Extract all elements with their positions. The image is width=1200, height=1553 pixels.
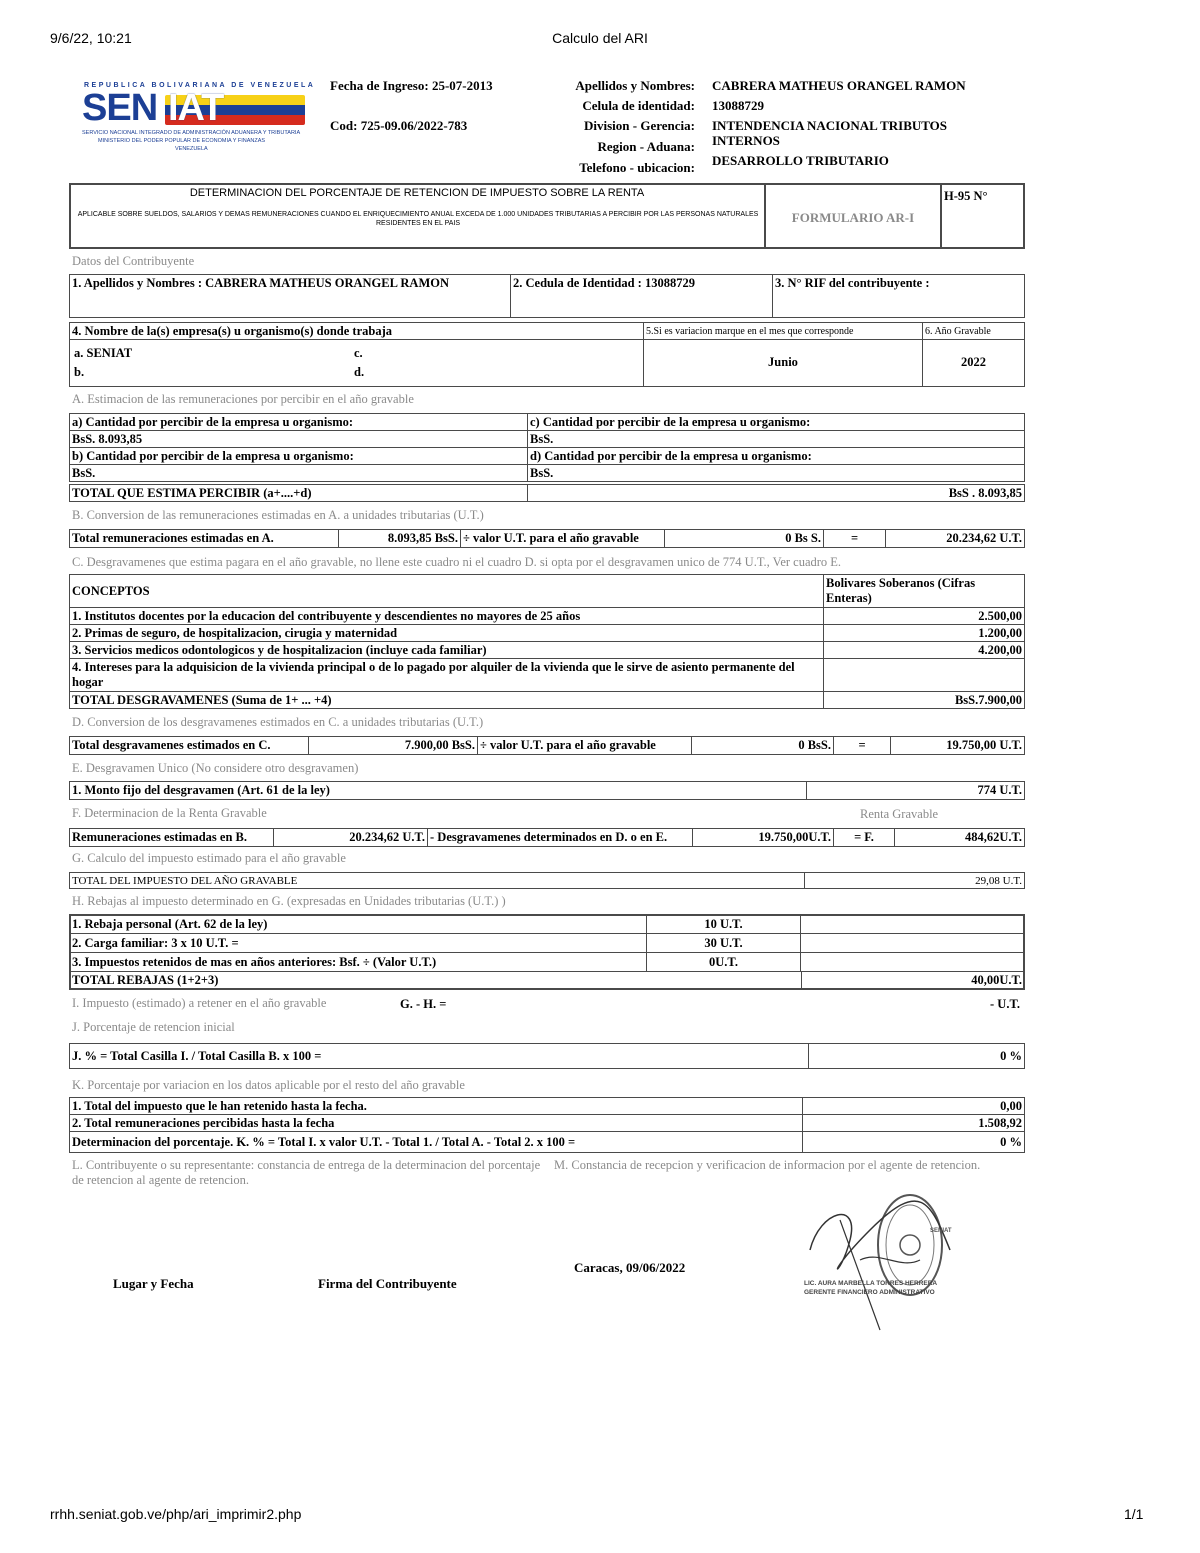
section-f: F. Determinacion de la Renta Gravable [72,806,267,820]
section-e: E. Desgravamen Unico (No considere otro desgravamen) [72,761,359,775]
total-percibir-value: BsS . 8.093,85 [527,484,1025,502]
lugar-fecha: Lugar y Fecha [113,1276,194,1291]
a-value: BsS. 8.093,85 [69,430,528,448]
section-c: C. Desgravamenes que estima pagara en el año gravable, no llene este cuadro ni el cuadro D. si opta por el desgravamen unico de 774 U.T., Ver cuadro E. [72,555,842,569]
concepto-2-value: 1.200,00 [823,624,1025,642]
seniat-logo [80,82,315,157]
total-desgravamenes-label: TOTAL DESGRAVAMENES (Suma de 1+ ... +4) [69,691,824,709]
mes-variacion: Junio [643,339,923,387]
section-g: G. Calculo del impuesto estimado para el año gravable [72,851,346,865]
c-value: BsS. [527,430,1025,448]
h95-number: H-95 N° [944,189,988,203]
g-label: TOTAL DEL IMPUESTO DEL AÑO GRAVABLE [69,872,805,889]
sign-title: GERENTE FINANCIERO ADMINISTRATIVO [804,1289,935,1296]
signature-seal [790,1190,970,1340]
g-value: 29,08 U.T. [804,872,1025,889]
d-label: d) Cantidad por percibir de la empresa u organismo: [527,447,1025,465]
value-nombres: CABRERA MATHEUS ORANGEL RAMON [712,78,966,93]
m-constancia: M. Constancia de recepcion y verificacion de informacion por el agente de retencion. [554,1158,981,1172]
section-i: I. Impuesto (estimado) a retener en el año gravable [72,996,327,1010]
k-3-value: 0 % [802,1131,1025,1153]
print-title: Calculo del ARI [552,30,648,46]
section-datos: Datos del Contribuyente [72,254,195,268]
label-division: Division - Gerencia: [584,118,695,133]
b-label: b) Cantidad por percibir de la empresa u organismo: [69,447,528,465]
firma-contribuyente: Firma del Contribuyente [318,1276,457,1291]
section-a: A. Estimacion de las remuneraciones por percibir en el año gravable [72,392,414,406]
renta-gravable-label: Renta Gravable [860,807,939,821]
anio-gravable: 2022 [922,339,1025,387]
b-conv-value: 8.093,85 BsS. [338,529,461,548]
rebaja-2-extra [800,933,1025,953]
logo-brand-left: SEN [82,87,158,129]
total-percibir-label: TOTAL QUE ESTIMA PERCIBIR (a+....+d) [69,484,528,502]
form-title: DETERMINACION DEL PORCENTAJE DE RETENCION DE IMPUESTO SOBRE LA RENTA [189,187,645,199]
b-conv-result: 20.234,62 U.T. [885,529,1025,548]
section-j: J. Porcentaje de retencion inicial [72,1020,235,1034]
conceptos-header: CONCEPTOS [69,574,824,608]
concepto-3: 3. Servicios medicos odontologicos y de hospitalizacion (incluye cada familiar) [69,641,824,659]
rebaja-3: 3. Impuestos retenidos de mas en años anteriores: Bsf. ÷ (Valor U.T.) [69,952,647,972]
seal-text: SENIAT [930,1228,952,1234]
bolivares-header: Bolivares Soberanos (Cifras Enteras) [823,574,1025,608]
form-subtitle: APLICABLE SOBRE SUELDOS, SALARIOS Y DEMAS REMUNERACIONES CUANDO EL ENRIQUECIMIENTO ANUAL EXCEDA DE 1.000 UNIDADES TRIBUTARIAS A PERCIBIR POR LAS PERSONAS NATURALES RESIDENTES EN EL PAIS [77,211,759,227]
rebaja-2: 2. Carga familiar: 3 x 10 U.T. = [69,933,647,953]
rebaja-1-extra [800,914,1025,934]
f-value-2: 19.750,00U.T. [692,828,834,847]
caracas-fecha: Caracas, 09/06/2022 [574,1260,686,1275]
k-2: 2. Total remuneraciones percibidas hasta la fecha [69,1114,803,1132]
d-conv-result: 19.750,00 U.T. [890,736,1025,755]
logo-subline-2: MINISTERIO DEL PODER POPULAR DE ECONOMIA Y FINANZAS [98,138,266,144]
logo-brand-right: IAT [168,87,224,129]
signature-icon [790,1190,970,1340]
empresa-a: a. SENIAT [74,346,133,360]
value-division-1: INTENDENCIA NACIONAL TRIBUTOS [712,118,948,133]
concepto-4-value [823,658,1025,692]
f-value: 20.234,62 U.T. [273,828,428,847]
k-3: Determinacion del porcentaje. K. % = Total I. x valor U.T. - Total 1. / Total A. - Total 2. x 100 = [69,1131,803,1153]
b-conv-label: Total remuneraciones estimadas en A. [69,529,339,548]
desgravamen-unico-label: 1. Monto fijo del desgravamen (Art. 61 de la ley) [69,781,807,800]
print-page: 1/1 [1124,1506,1144,1522]
value-region: DESARROLLO TRIBUTARIO [712,153,889,168]
section-b: B. Conversion de las remuneraciones estimadas en A. a unidades tributarias (U.T.) [72,508,484,522]
label-nombres: Apellidos y Nombres: [575,78,695,93]
d-conv-ut: 0 BsS. [691,736,834,755]
a-label: a) Cantidad por percibir de la empresa u organismo: [69,413,528,431]
f-eq: = F. [833,828,895,847]
j-value: 0 % [808,1043,1025,1069]
l-constancia: L. Contribuyente o su representante: constancia de entrega de la determinacion del porcentaje de retencion al agente de retencion. [72,1158,541,1187]
print-datetime: 9/6/22, 10:21 [50,30,132,46]
total-rebajas-value: 40,00U.T. [801,971,1025,990]
section-k: K. Porcentaje por variacion en los datos aplicable por el resto del año gravable [72,1078,465,1092]
k-1: 1. Total del impuesto que le han retenido hasta la fecha. [69,1097,803,1115]
f-op: - Desgravamenes determinados en D. o en E. [427,828,693,847]
i-value: - U.T. [990,997,1020,1011]
rebaja-3-extra [800,952,1025,972]
total-desgravamenes-value: BsS.7.900,00 [823,691,1025,709]
field-cedula: 2. Cedula de Identidad : 13088729 [510,274,773,318]
empresa-d: d. [354,365,365,379]
j-label: J. % = Total Casilla I. / Total Casilla B. x 100 = [69,1043,809,1069]
field-nombres: 1. Apellidos y Nombres : CABRERA MATHEUS ORANGEL RAMON [69,274,511,318]
b-conv-op: ÷ valor U.T. para el año gravable [460,529,665,548]
concepto-4: 4. Intereses para la adquisicion de la vivienda principal o de lo pagado por alquiler de la vivienda que le sirve de asiento permanente del hogar [69,658,824,692]
total-rebajas-label: TOTAL REBAJAS (1+2+3) [69,971,802,990]
k-2-value: 1.508,92 [802,1114,1025,1132]
b-value: BsS. [69,464,528,482]
field-variacion-label: 5.Si es variacion marque en el mes que corresponde [643,322,923,340]
d-conv-eq: = [833,736,891,755]
fecha-ingreso: Fecha de Ingreso: 25-07-2013 [330,78,493,93]
section-d: D. Conversion de los desgravamenes estimados en C. a unidades tributarias (U.T.) [72,715,484,729]
sign-name: LIC. AURA MARBELLA TORRES HERRERA [804,1280,938,1287]
rebaja-3-value: 0U.T. [646,952,801,972]
section-h: H. Rebajas al impuesto determinado en G. (expresadas en Unidades tributarias (U.T.) ) [72,894,506,908]
d-conv-op: ÷ valor U.T. para el año gravable [477,736,692,755]
label-cedula: Celula de identidad: [582,98,695,113]
i-formula: G. - H. = [400,997,447,1011]
value-cedula: 13088729 [712,98,764,113]
k-1-value: 0,00 [802,1097,1025,1115]
c-label: c) Cantidad por percibir de la empresa u organismo: [527,413,1025,431]
cod: Cod: 725-09.06/2022-783 [330,118,468,133]
concepto-2: 2. Primas de seguro, de hospitalizacion, cirugia y maternidad [69,624,824,642]
field-empresas-label: 4. Nombre de la(s) empresa(s) u organismo(s) donde trabaja [69,322,644,340]
label-region: Region - Aduana: [597,139,695,154]
value-division-2: INTERNOS [712,133,780,148]
logo-republic: REPUBLICA BOLIVARIANA DE VENEZUELA [84,82,316,89]
label-telefono: Telefono - ubicacion: [579,160,695,175]
b-conv-eq: = [823,529,886,548]
d-value: BsS. [527,464,1025,482]
logo-subline-3: VENEZUELA [175,146,208,152]
d-conv-value: 7.900,00 BsS. [308,736,478,755]
field-anio-label: 6. Año Gravable [922,322,1025,340]
logo-subline-1: SERVICIO NACIONAL INTEGRADO DE ADMINISTRACIÓN ADUANERA Y TRIBUTARIA [82,130,301,136]
f-label: Remuneraciones estimadas en B. [69,828,274,847]
b-conv-ut: 0 Bs S. [664,529,824,548]
concepto-3-value: 4.200,00 [823,641,1025,659]
concepto-1: 1. Institutos docentes por la educacion del contribuyente y descendientes no mayores de 25 años [69,607,824,625]
f-result: 484,62U.T. [894,828,1025,847]
field-rif: 3. N° RIF del contribuyente : [772,274,1025,318]
d-conv-label: Total desgravamenes estimados en C. [69,736,309,755]
form-name: FORMULARIO AR-I [791,210,915,225]
rebaja-2-value: 30 U.T. [646,933,801,953]
rebaja-1: 1. Rebaja personal (Art. 62 de la ley) [69,914,647,934]
concepto-1-value: 2.500,00 [823,607,1025,625]
print-url: rrhh.seniat.gob.ve/php/ari_imprimir2.php [50,1506,302,1522]
empresa-b: b. [74,365,85,379]
desgravamen-unico-value: 774 U.T. [806,781,1025,800]
rebaja-1-value: 10 U.T. [646,914,801,934]
empresa-c: c. [354,346,363,360]
